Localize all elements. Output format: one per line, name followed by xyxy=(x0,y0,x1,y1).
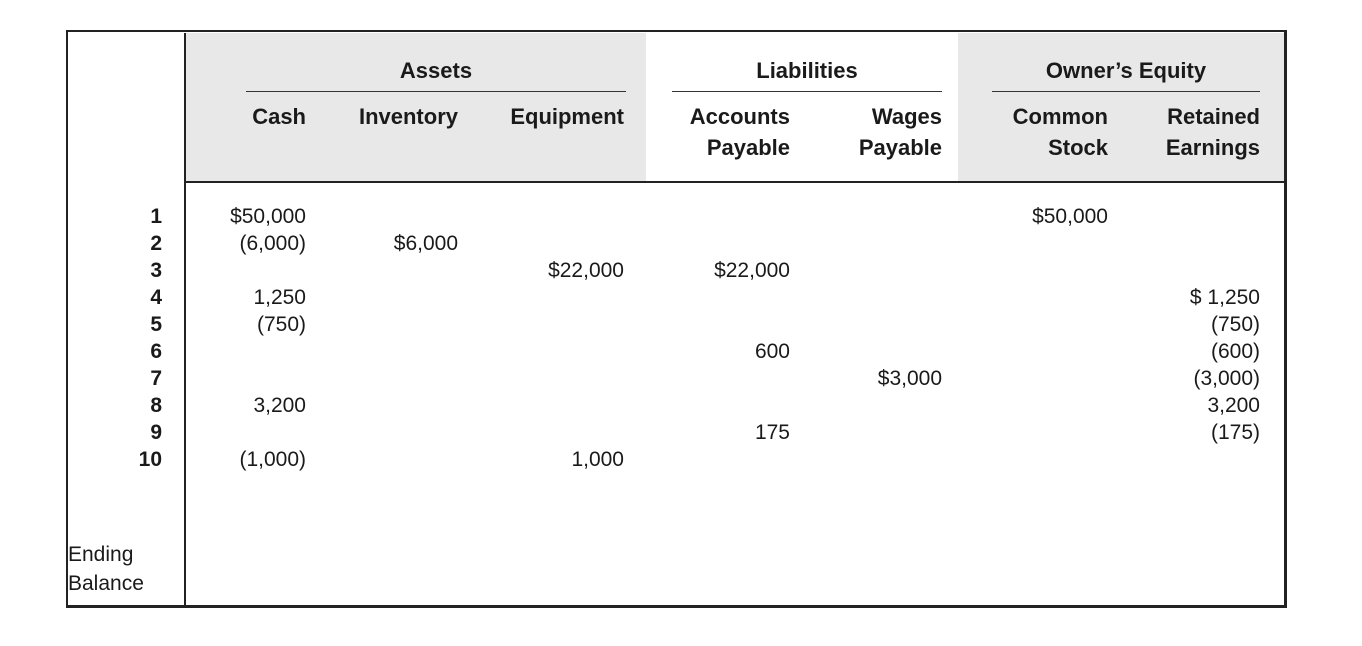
col-head-inventory: Inventory xyxy=(358,104,458,129)
col-head-retained-earnings: Retained Earnings xyxy=(1165,104,1260,160)
cell-cash: (1,000) xyxy=(239,448,306,471)
row-number: 10 xyxy=(138,448,162,471)
cell-cash: 3,200 xyxy=(253,394,306,417)
cell-wages-payable: $3,000 xyxy=(877,367,942,390)
cell-cash: (750) xyxy=(256,313,306,336)
group-rule-liabilities xyxy=(672,91,942,92)
cell-cash: $50,000 xyxy=(230,205,306,228)
cell-equipment: 1,000 xyxy=(571,448,624,471)
group-title-assets: Assets xyxy=(399,58,473,83)
cell-cash: 1,250 xyxy=(253,286,306,309)
row-number: 6 xyxy=(150,340,162,363)
cell-retained-earnings: (600) xyxy=(1210,340,1260,363)
row-number: 7 xyxy=(150,367,162,390)
col-head-common-stock: Common Stock xyxy=(1012,104,1108,160)
cell-retained-earnings: (3,000) xyxy=(1193,367,1260,390)
row-number: 4 xyxy=(150,286,162,309)
group-title-equity: Owner’s Equity xyxy=(1045,58,1207,83)
ending-balance-label: Ending Balance xyxy=(68,543,144,595)
row-number: 3 xyxy=(150,259,162,282)
col-head-equipment: Equipment xyxy=(510,104,624,129)
col-head-cash: Cash xyxy=(252,104,306,129)
cell-retained-earnings: (175) xyxy=(1210,421,1260,444)
cell-common-stock: $50,000 xyxy=(1032,205,1108,228)
row-number: 8 xyxy=(150,394,162,417)
header-divider xyxy=(184,181,1286,183)
row-number: 2 xyxy=(150,232,162,255)
row-number: 5 xyxy=(150,313,162,336)
col-head-wages-payable: Wages Payable xyxy=(858,104,942,160)
cell-inventory: $6,000 xyxy=(393,232,458,255)
cell-retained-earnings: 3,200 xyxy=(1207,394,1260,417)
cell-retained-earnings: (750) xyxy=(1210,313,1260,336)
group-rule-equity xyxy=(992,91,1260,92)
cell-equipment: $22,000 xyxy=(548,259,624,282)
group-rule-assets xyxy=(246,91,626,92)
cell-accounts-payable: 175 xyxy=(754,421,790,444)
cell-accounts-payable: 600 xyxy=(754,340,790,363)
row-number: 1 xyxy=(150,205,162,228)
group-title-liabilities: Liabilities xyxy=(756,58,858,83)
col-head-accounts-payable: Accounts Payable xyxy=(689,104,790,160)
row-number: 9 xyxy=(150,421,162,444)
cell-accounts-payable: $22,000 xyxy=(714,259,790,282)
cell-cash: (6,000) xyxy=(239,232,306,255)
cell-retained-earnings: $ 1,250 xyxy=(1189,286,1260,309)
